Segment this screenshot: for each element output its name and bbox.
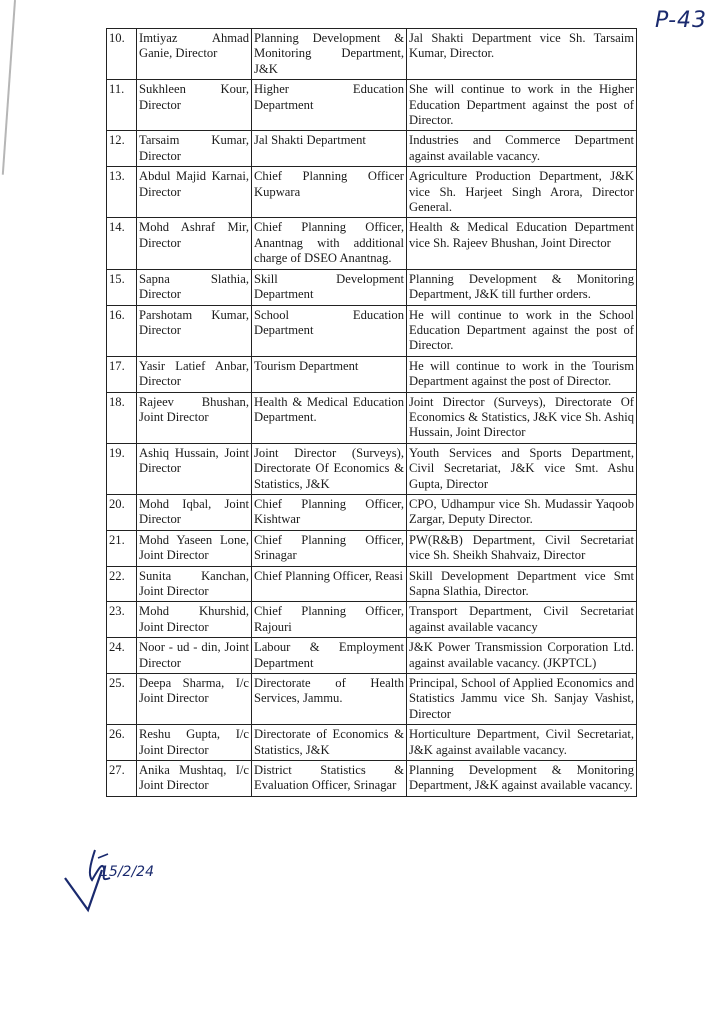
new-posting: He will continue to work in the Tourism Department against the post of Director. [407,356,637,392]
new-posting: Horticulture Department, Civil Secretariat, J&K against available vacancy. [407,725,637,761]
row-number: 26. [107,725,137,761]
table-row [107,443,637,494]
new-posting: CPO, Udhampur vice Sh. Mudassir Yaqoob Zargar, Deputy Director. [407,494,637,530]
officer-name: Noor - ud - din, Joint Director [137,638,252,674]
table-row [107,269,637,305]
table-row [107,530,637,566]
row-number: 22. [107,566,137,602]
row-number: 20. [107,494,137,530]
officer-name: Tarsaim Kumar, Director [137,131,252,167]
new-posting: She will continue to work in the Higher Education Department against the post of Director. [407,80,637,131]
table-row [107,29,637,80]
table-row [107,602,637,638]
officer-name: Sunita Kanchan, Joint Director [137,566,252,602]
officer-name: Deepa Sharma, I/c Joint Director [137,674,252,725]
officer-name: Ashiq Hussain, Joint Director [137,443,252,494]
officer-name: Reshu Gupta, I/c Joint Director [137,725,252,761]
row-number: 13. [107,167,137,218]
row-number: 27. [107,761,137,797]
current-posting: Skill Development Department [252,269,407,305]
officer-name: Sukhleen Kour, Director [137,80,252,131]
row-number: 19. [107,443,137,494]
current-posting: School Education Department [252,305,407,356]
new-posting: Principal, School of Applied Economics and Statistics Jammu vice Sh. Sanjay Vashist, Director [407,674,637,725]
officer-name: Mohd Iqbal, Joint Director [137,494,252,530]
row-number: 18. [107,392,137,443]
officer-name: Parshotam Kumar, Director [137,305,252,356]
table-row [107,218,637,269]
row-number: 14. [107,218,137,269]
new-posting: PW(R&B) Department, Civil Secretariat vice Sh. Sheikh Shahvaiz, Director [407,530,637,566]
officer-name: Imtiyaz Ahmad Ganie, Director [137,29,252,80]
table-row [107,638,637,674]
transfer-table [106,28,637,797]
new-posting: He will continue to work in the School Education Department against the post of Director. [407,305,637,356]
table-row [107,566,637,602]
table-row [107,674,637,725]
table-row [107,305,637,356]
current-posting: Directorate of Health Services, Jammu. [252,674,407,725]
table-row [107,392,637,443]
current-posting: Labour & Employment Department [252,638,407,674]
row-number: 12. [107,131,137,167]
row-number: 17. [107,356,137,392]
officer-name: Sapna Slathia, Director [137,269,252,305]
officer-name: Anika Mushtaq, I/c Joint Director [137,761,252,797]
current-posting: Tourism Department [252,356,407,392]
row-number: 25. [107,674,137,725]
officer-name: Abdul Majid Karnai, Director [137,167,252,218]
table-row [107,725,637,761]
row-number: 11. [107,80,137,131]
row-number: 10. [107,29,137,80]
officer-name: Mohd Yaseen Lone, Joint Director [137,530,252,566]
row-number: 24. [107,638,137,674]
table-body [107,29,637,797]
new-posting: Planning Development & Monitoring Department, J&K against available vacancy. [407,761,637,797]
current-posting: District Statistics & Evaluation Officer, Srinagar [252,761,407,797]
page-number: P-43 [655,8,707,33]
row-number: 21. [107,530,137,566]
new-posting: J&K Power Transmission Corporation Ltd. against available vacancy. (JKPTCL) [407,638,637,674]
officer-name: Rajeev Bhushan, Joint Director [137,392,252,443]
current-posting: Jal Shakti Department [252,131,407,167]
current-posting: Directorate of Economics & Statistics, J&K [252,725,407,761]
current-posting: Chief Planning Officer, Reasi [252,566,407,602]
signature-date: 15/2/24 [100,864,154,880]
new-posting: Transport Department, Civil Secretariat against available vacancy [407,602,637,638]
current-posting: Chief Planning Officer Kupwara [252,167,407,218]
new-posting: Industries and Commerce Department against available vacancy. [407,131,637,167]
new-posting: Skill Development Department vice Smt Sapna Slathia, Director. [407,566,637,602]
current-posting: Joint Director (Surveys), Directorate Of Economics & Statistics, J&K [252,443,407,494]
current-posting: Higher Education Department [252,80,407,131]
current-posting: Chief Planning Officer, Anantnag with additional charge of DSEO Anantnag. [252,218,407,269]
table-row [107,131,637,167]
new-posting: Health & Medical Education Department vice Sh. Rajeev Bhushan, Joint Director [407,218,637,269]
table-row [107,494,637,530]
new-posting: Jal Shakti Department vice Sh. Tarsaim Kumar, Director. [407,29,637,80]
row-number: 16. [107,305,137,356]
table-row [107,167,637,218]
margin-line [2,0,16,175]
current-posting: Chief Planning Officer, Kishtwar [252,494,407,530]
table-row [107,80,637,131]
officer-name: Mohd Khurshid, Joint Director [137,602,252,638]
new-posting: Planning Development & Monitoring Department, J&K till further orders. [407,269,637,305]
current-posting: Chief Planning Officer, Rajouri [252,602,407,638]
current-posting: Chief Planning Officer, Srinagar [252,530,407,566]
row-number: 15. [107,269,137,305]
row-number: 23. [107,602,137,638]
officer-name: Yasir Latief Anbar, Director [137,356,252,392]
new-posting: Youth Services and Sports Department, Civil Secretariat, J&K vice Smt. Ashu Gupta, Director [407,443,637,494]
officer-name: Mohd Ashraf Mir, Director [137,218,252,269]
new-posting: Agriculture Production Department, J&K vice Sh. Harjeet Singh Arora, Director General. [407,167,637,218]
current-posting: Health & Medical Education Department. [252,392,407,443]
new-posting: Joint Director (Surveys), Directorate Of Economics & Statistics, J&K vice Sh. Ashiq Hussain, Joint Director [407,392,637,443]
table-row [107,356,637,392]
current-posting: Planning Development & Monitoring Department, J&K [252,29,407,80]
table-row [107,761,637,797]
